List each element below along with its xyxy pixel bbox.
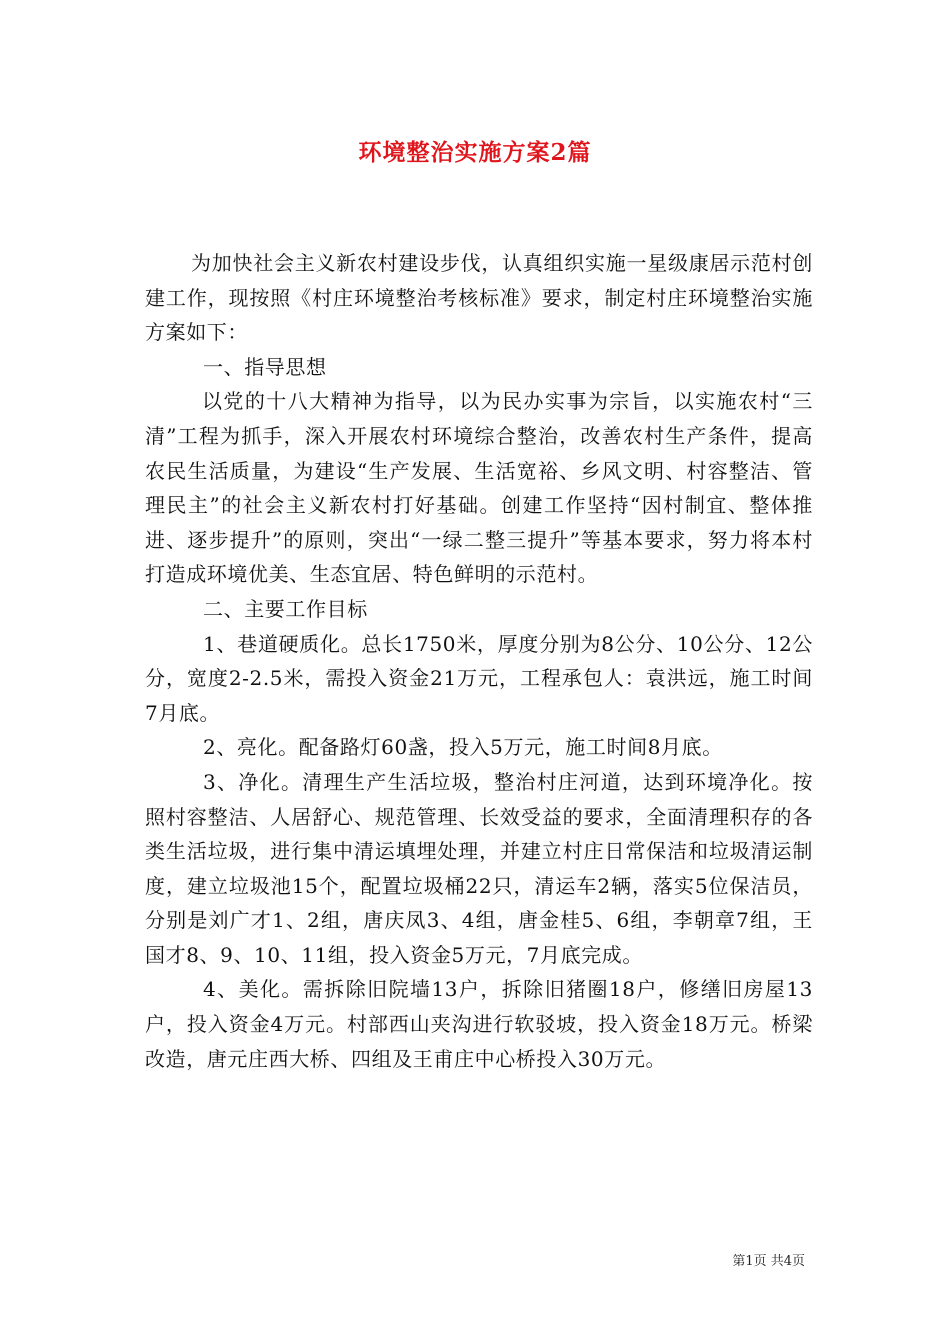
section-heading-guiding-ideology: 一、指导思想 — [203, 354, 327, 379]
goal-item-paving: 1、巷道硬质化。总长1750米，厚度分别为8公分、10公分、12公分，宽度2-2.5米，需投入资金21万元，工程承包人：袁洪远，施工时间7月底。 — [145, 631, 813, 725]
document-title: 环境整治实施方案2篇 — [358, 139, 592, 166]
goal-item-beautification: 4、美化。需拆除旧院墙13户，拆除旧猪圈18户，修缮旧房屋13户，投入资金4万元。村部西山夹沟进行软驳坡，投入资金18万元。桥梁改造，唐元庄西大桥、四组及王甫庄中心桥投入30万元。 — [145, 977, 813, 1071]
guiding-ideology-paragraph: 以党的十八大精神为指导，以为民办实事为宗旨，以实施农村“三清”工程为抓手，深入开展农村环境综合整治，改善农村生产条件，提高农民生活质量，为建设“生产发展、生活宽裕、乡风文明、村容整洁、管理民主”的社会主义新农村打好基础。创建工作坚持“因村制宜、整体推进、逐步提升”的原则，突出“一绿二整三提升”等基本要求，努力将本村打造成环境优美、生态宜居、特色鲜明的示范村。 — [145, 389, 813, 587]
page-number: 第1页 共4页 — [732, 1254, 805, 1269]
section-heading-main-goals: 二、主要工作目标 — [203, 596, 368, 621]
goal-item-cleaning: 3、净化。清理生产生活垃圾，整治村庄河道，达到环境净化。按照村容整洁、人居舒心、规范管理、长效受益的要求，全面清理积存的各类生活垃圾，进行集中清运填埋处理，并建立村庄日常保洁和垃圾清运制度，建立垃圾池15个，配置垃圾桶22只，清运车2辆，落实5位保洁员，分别是刘广才1、2组，唐庆凤3、4组，唐金桂5、6组，李朝章7组，王国才8、9、10、11组，投入资金5万元，7月底完成。 — [145, 769, 813, 967]
goal-item-lighting: 2、亮化。配备路灯60盏，投入5万元，施工时间8月底。 — [203, 735, 723, 760]
document-body — [145, 246, 813, 1076]
intro-paragraph: 为加快社会主义新农村建设步伐，认真组织实施一星级康居示范村创建工作，现按照《村庄环境整治考核标准》要求，制定村庄环境整治实施方案如下： — [145, 251, 813, 345]
